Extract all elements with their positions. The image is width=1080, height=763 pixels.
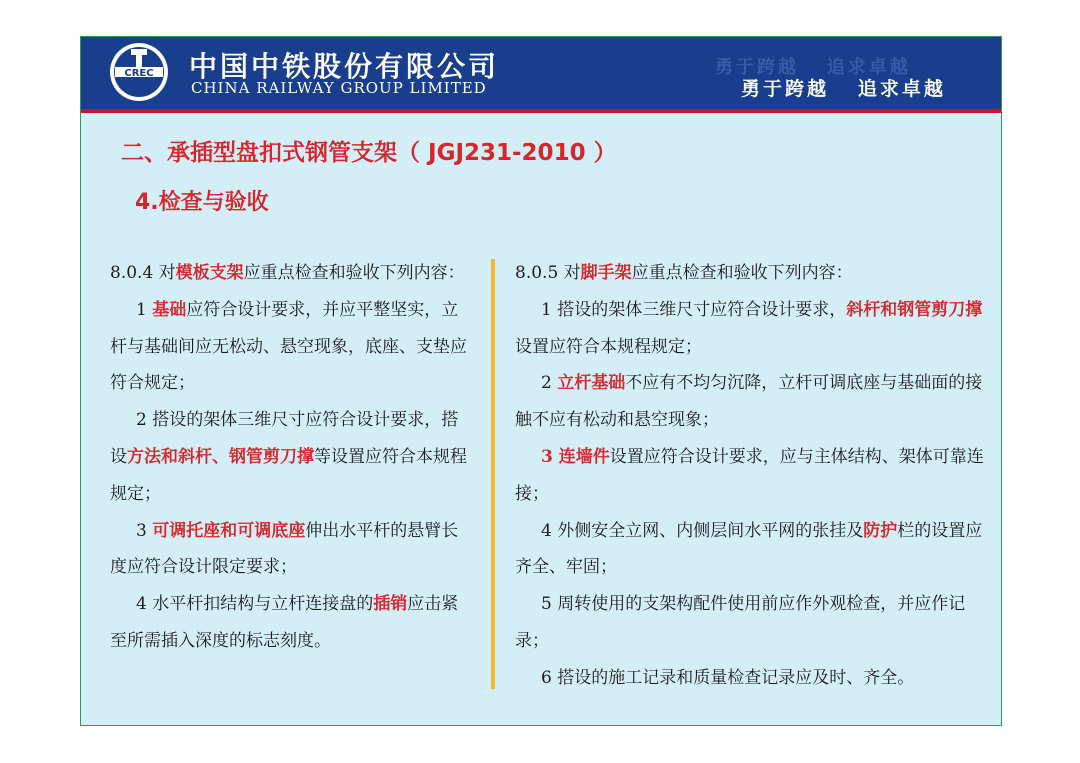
- section-title: 二、承插型盘扣式钢管支架（ JGJ231-2010 ）: [121, 140, 617, 166]
- highlight: 防护: [863, 520, 898, 541]
- left-item-3: 3 可调托座和可调底座伸出水平杆的悬臂长度应符合设计限定要求；: [110, 520, 459, 578]
- right-item-3: 3 连墙件设置应符合设计要求，应与主体结构、架体可靠连接；: [515, 446, 984, 504]
- crec-logo: [107, 41, 171, 103]
- left-column: [110, 255, 470, 660]
- right-item-2: 2 立杆基础不应有不均匀沉降，立杆可调底座与基础面的接触不应有松动和悬空现象；: [515, 373, 983, 431]
- right-item-6: 6 搭设的施工记录和质量检查记录应及时、齐全。: [541, 667, 915, 688]
- left-intro: 8.0.4 对模板支架应重点检查和验收下列内容：: [110, 263, 465, 283]
- highlight: 模板支架: [175, 263, 244, 283]
- right-intro: 8.0.5 对脚手架应重点检查和验收下列内容：: [515, 263, 853, 283]
- column-divider: [491, 259, 495, 689]
- highlight: 方法和斜杆、钢管剪刀撑: [127, 446, 314, 467]
- left-item-2: 2 搭设的架体三维尺寸应符合设计要求，搭设方法和斜杆、钢管剪刀撑等设置应符合本规程规定；: [110, 410, 467, 504]
- company-name-cn: 中国中铁股份有限公司: [189, 50, 500, 83]
- slogan-watermark: 勇于跨越 追求卓越: [715, 57, 911, 78]
- highlight: 基础: [152, 299, 187, 320]
- slogan: 勇于跨越 追求卓越: [741, 78, 946, 100]
- highlight: 立杆基础: [557, 373, 626, 394]
- header-red-rule: [81, 109, 1001, 113]
- svg-text:CREC: CREC: [124, 68, 154, 79]
- right-item-1: 1 搭设的架体三维尺寸应符合设计要求，斜杆和钢管剪刀撑设置应符合本规程规定；: [515, 299, 983, 357]
- highlight: 斜杆和钢管剪刀撑: [846, 299, 983, 320]
- left-item-4: 4 水平杆扣结构与立杆连接盘的插销应击紧至所需插入深度的标志刻度。: [110, 594, 459, 651]
- right-column: [515, 255, 985, 697]
- right-item-5: 5 周转使用的支架构配件使用前应作外观检查，并应作记录；: [515, 594, 966, 651]
- header-band: [81, 37, 1001, 109]
- highlight: 脚手架: [580, 263, 632, 283]
- highlight: 可调托座和可调底座: [152, 520, 306, 541]
- right-item-4: 4 外侧安全立网、内侧层间水平网的张挂及防护栏的设置应齐全、牢固；: [515, 520, 983, 578]
- left-item-1: 1 基础应符合设计要求，并应平整坚实，立杆与基础间应无松动、悬空现象，底座、支垫应符合规定；: [110, 299, 467, 394]
- highlight: 插销: [373, 594, 408, 615]
- slide: [80, 36, 1002, 726]
- section-subtitle: 4.检查与验收: [135, 190, 269, 215]
- highlight: 3 连墙件: [541, 446, 610, 467]
- company-name-en: CHINA RAILWAY GROUP LIMITED: [191, 79, 487, 97]
